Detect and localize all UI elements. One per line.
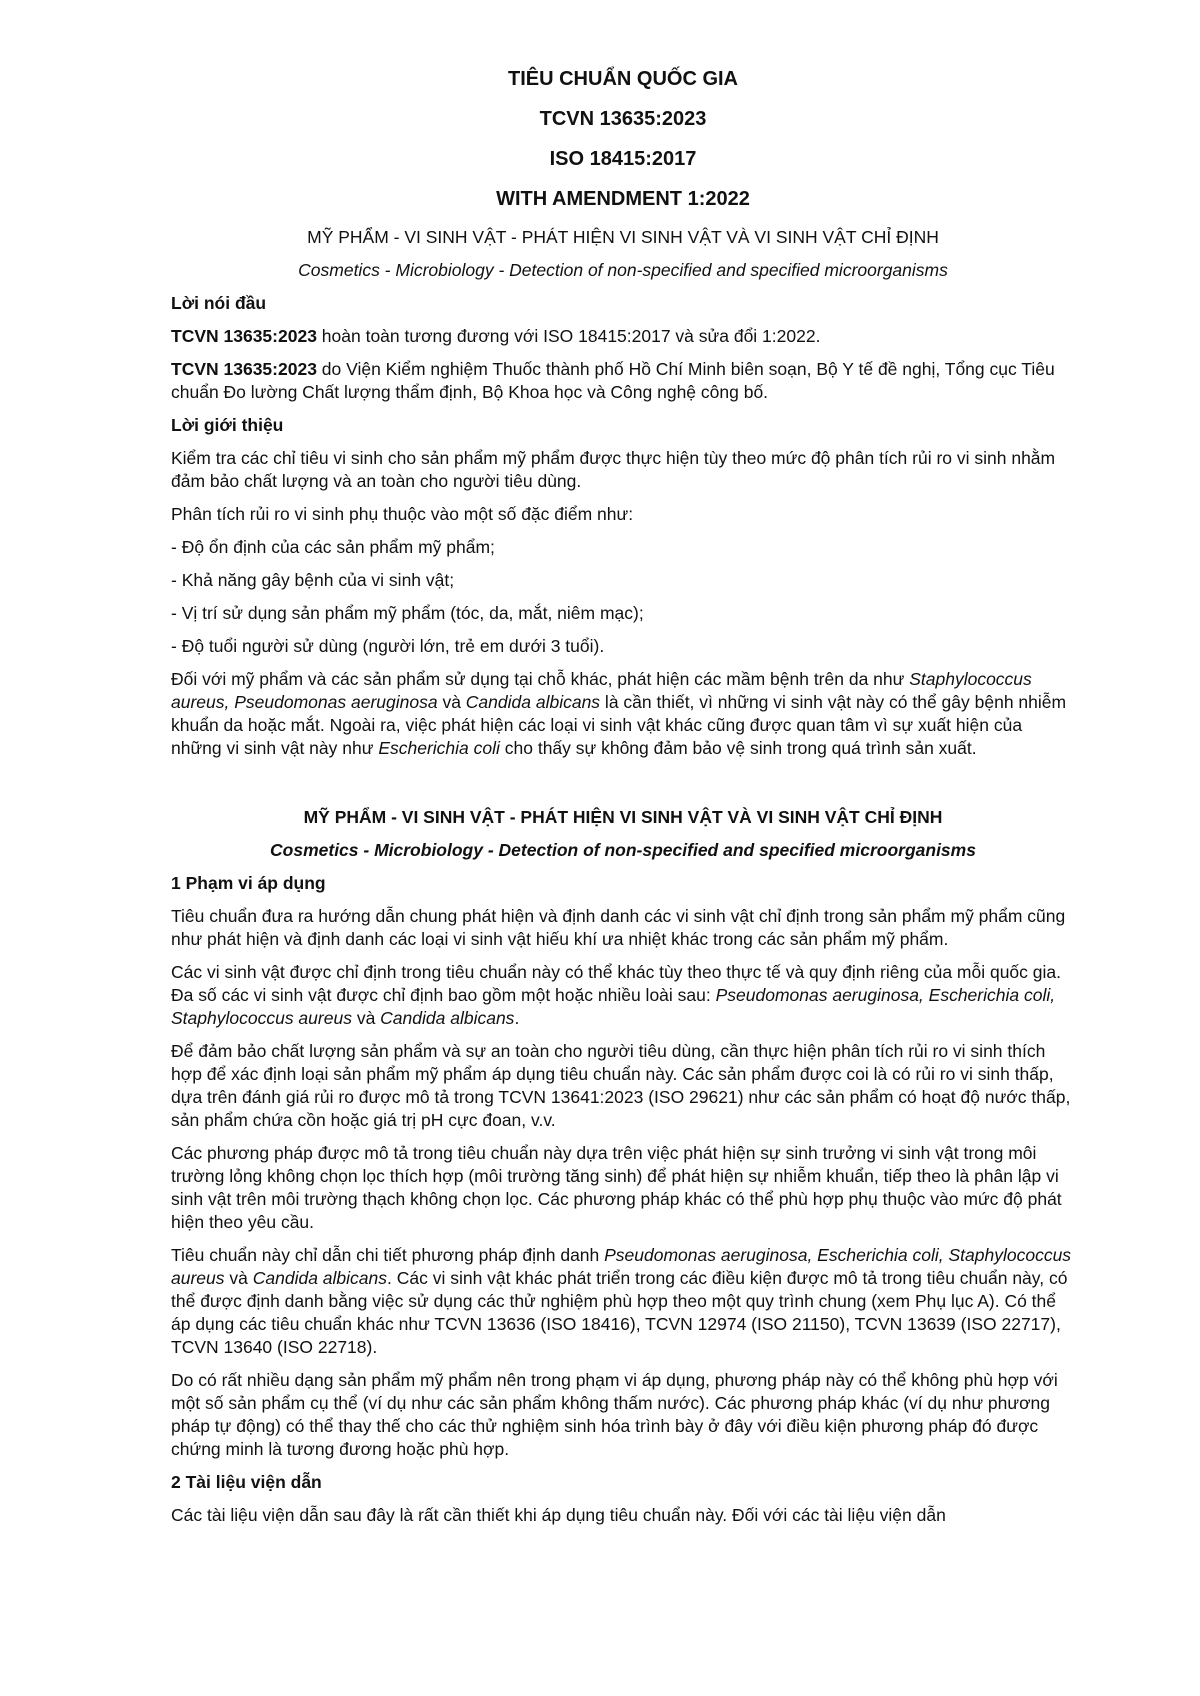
introduction-paragraph-1: Kiểm tra các chỉ tiêu vi sinh cho sản phẩm mỹ phẩm được thực hiện tùy theo mức độ phân tích rủi ro vi sinh nhằm đảm bảo chất lượng và an toàn cho người tiêu dùng.	[171, 448, 1056, 491]
main-title-vietnamese: MỸ PHẨM - VI SINH VẬT - PHÁT HIỆN VI SINH VẬT VÀ VI SINH VẬT CHỈ ĐỊNH	[303, 807, 943, 827]
species-name: Escherichia coli	[378, 738, 500, 758]
standard-code: TCVN 13635:2023	[171, 326, 317, 346]
list-item: - Độ ổn định của các sản phẩm mỹ phẩm;	[171, 537, 495, 557]
scope-paragraph-4: Các phương pháp được mô tả trong tiêu chuẩn này dựa trên việc phát hiện sự sinh trưởng vi sinh vật trong môi trường lỏng không chọn lọc thích hợp (môi trường tăng sinh) để phát hiện sự nhiễm khuẩn, tiếp theo là phân lập vi sinh vật trên môi trường thạch không chọn lọc. Các phương pháp khác có thể phù hợp phụ thuộc vào mức độ phát hiện theo yêu cầu.	[171, 1143, 1062, 1232]
species-name: Pseudomonas aeruginosa, Escherichia coli, Staphylococcus aureus	[171, 1245, 1072, 1288]
introduction-heading: Lời giới thiệu	[171, 415, 284, 435]
title-vietnamese: MỸ PHẨM - VI SINH VẬT - PHÁT HIỆN VI SINH VẬT VÀ VI SINH VẬT CHỈ ĐỊNH	[307, 227, 939, 247]
scope-paragraph-6: Do có rất nhiều dạng sản phẩm mỹ phẩm nên trong phạm vi áp dụng, phương pháp này có thể không phù hợp với một số sản phẩm cụ thể (ví dụ như các sản phẩm không thấm nước). Các phương pháp khác (ví dụ như phương pháp tự động) có thể thay thế cho các thử nghiệm sinh hóa trình bày ở đây với điều kiện phương pháp đó được chứng minh là tương đương hoặc phù hợp.	[171, 1370, 1058, 1459]
scope-paragraph-2: Các vi sinh vật được chỉ định trong tiêu chuẩn này có thể khác tùy theo thực tế và quy định riêng của mỗi quốc gia. Đa số các vi sinh vật được chỉ định bao gồm một hoặc nhiều loài sau: Pseudomonas aeruginosa, Escherichia coli, Staphylococcus aureus và Candida albicans.	[171, 962, 1061, 1028]
foreword-paragraph-2: TCVN 13635:2023 do Viện Kiểm nghiệm Thuốc thành phố Hồ Chí Minh biên soạn, Bộ Y tế đề nghị, Tổng cục Tiêu chuẩn Đo lường Chất lượng thẩm định, Bộ Khoa học và Công nghệ công bố.	[171, 359, 1055, 402]
list-item: - Vị trí sử dụng sản phẩm mỹ phẩm (tóc, da, mắt, niêm mạc);	[171, 603, 644, 623]
title-english: Cosmetics - Microbiology - Detection of non-specified and specified microorganisms	[298, 260, 948, 280]
main-title-english: Cosmetics - Microbiology - Detection of non-specified and specified microorganisms	[270, 840, 976, 860]
standard-code: TCVN 13635:2023	[171, 359, 317, 379]
species-name: Pseudomonas aeruginosa, Escherichia coli, Staphylococcus aureus	[171, 985, 1056, 1028]
references-paragraph-1: Các tài liệu viện dẫn sau đây là rất cần thiết khi áp dụng tiêu chuẩn này. Đối với các tài liệu viện dẫn	[171, 1505, 946, 1525]
foreword-paragraph-1: TCVN 13635:2023 hoàn toàn tương đương với ISO 18415:2017 và sửa đổi 1:2022.	[171, 326, 821, 346]
species-name: Candida albicans	[380, 1008, 515, 1028]
species-name: Candida albicans	[465, 692, 601, 712]
iso-number-heading: ISO 18415:2017	[549, 148, 697, 170]
scope-heading: 1 Phạm vi áp dụng	[171, 873, 326, 893]
standard-type-heading: TIÊU CHUẨN QUỐC GIA	[508, 68, 738, 90]
list-item: - Khả năng gây bệnh của vi sinh vật;	[171, 570, 455, 590]
tcvn-number-heading: TCVN 13635:2023	[539, 108, 707, 130]
scope-paragraph-3: Để đảm bảo chất lượng sản phẩm và sự an toàn cho người tiêu dùng, cần thực hiện phân tích rủi ro vi sinh thích hợp để xác định loại sản phẩm mỹ phẩm áp dụng tiêu chuẩn này. Các sản phẩm được coi là có rủi ro vi sinh thấp, dựa trên đánh giá rủi ro được mô tả trong TCVN 13641:2023 (ISO 29621) như các sản phẩm có hoạt độ nước thấp, sản phẩm chứa cồn hoặc giá trị pH cực đoan, v.v.	[171, 1041, 1071, 1130]
references-heading: 2 Tài liệu viện dẫn	[171, 1472, 322, 1492]
introduction-paragraph-3: Đối với mỹ phẩm và các sản phẩm sử dụng tại chỗ khác, phát hiện các mầm bệnh trên da như Staphylococcus aureus, Pseudomonas aeruginosa và Candida albicans là cần thiết, vì những vi sinh vật này có thể gây bệnh nhiễm khuẩn da hoặc mắt. Ngoài ra, việc phát hiện các loại vi sinh vật khác cũng được quan tâm vì sự xuất hiện của những vi sinh vật này như Escherichia coli cho thấy sự không đảm bảo vệ sinh trong quá trình sản xuất.	[171, 669, 1067, 758]
species-name: Candida albicans	[252, 1268, 387, 1288]
list-item: - Độ tuổi người sử dùng (người lớn, trẻ em dưới 3 tuổi).	[171, 636, 605, 656]
foreword-heading: Lời nói đầu	[171, 293, 267, 313]
document-page	[171, 66, 1075, 1537]
introduction-paragraph-2: Phân tích rủi ro vi sinh phụ thuộc vào một số đặc điểm như:	[171, 504, 634, 524]
amendment-heading: WITH AMENDMENT 1:2022	[496, 188, 750, 210]
scope-paragraph-1: Tiêu chuẩn đưa ra hướng dẫn chung phát hiện và định danh các vi sinh vật chỉ định trong sản phẩm mỹ phẩm cũng như phát hiện và định danh các loại vi sinh vật hiếu khí ưa nhiệt khác trong các sản phẩm mỹ phẩm.	[171, 906, 1066, 949]
species-name: Staphylococcus aureus, Pseudomonas aeruginosa	[171, 669, 1032, 712]
scope-paragraph-5: Tiêu chuẩn này chỉ dẫn chi tiết phương pháp định danh Pseudomonas aeruginosa, Escherichia coli, Staphylococcus aureus và Candida albicans. Các vi sinh vật khác phát triển trong các điều kiện được mô tả trong tiêu chuẩn này, có thể được định danh bằng việc sử dụng các thử nghiệm phù hợp theo một quy trình chung (xem Phụ lục A). Có thể áp dụng các tiêu chuẩn khác như TCVN 13636 (ISO 18416), TCVN 12974 (ISO 21150), TCVN 13639 (ISO 22717), TCVN 13640 (ISO 22718).	[171, 1245, 1072, 1357]
